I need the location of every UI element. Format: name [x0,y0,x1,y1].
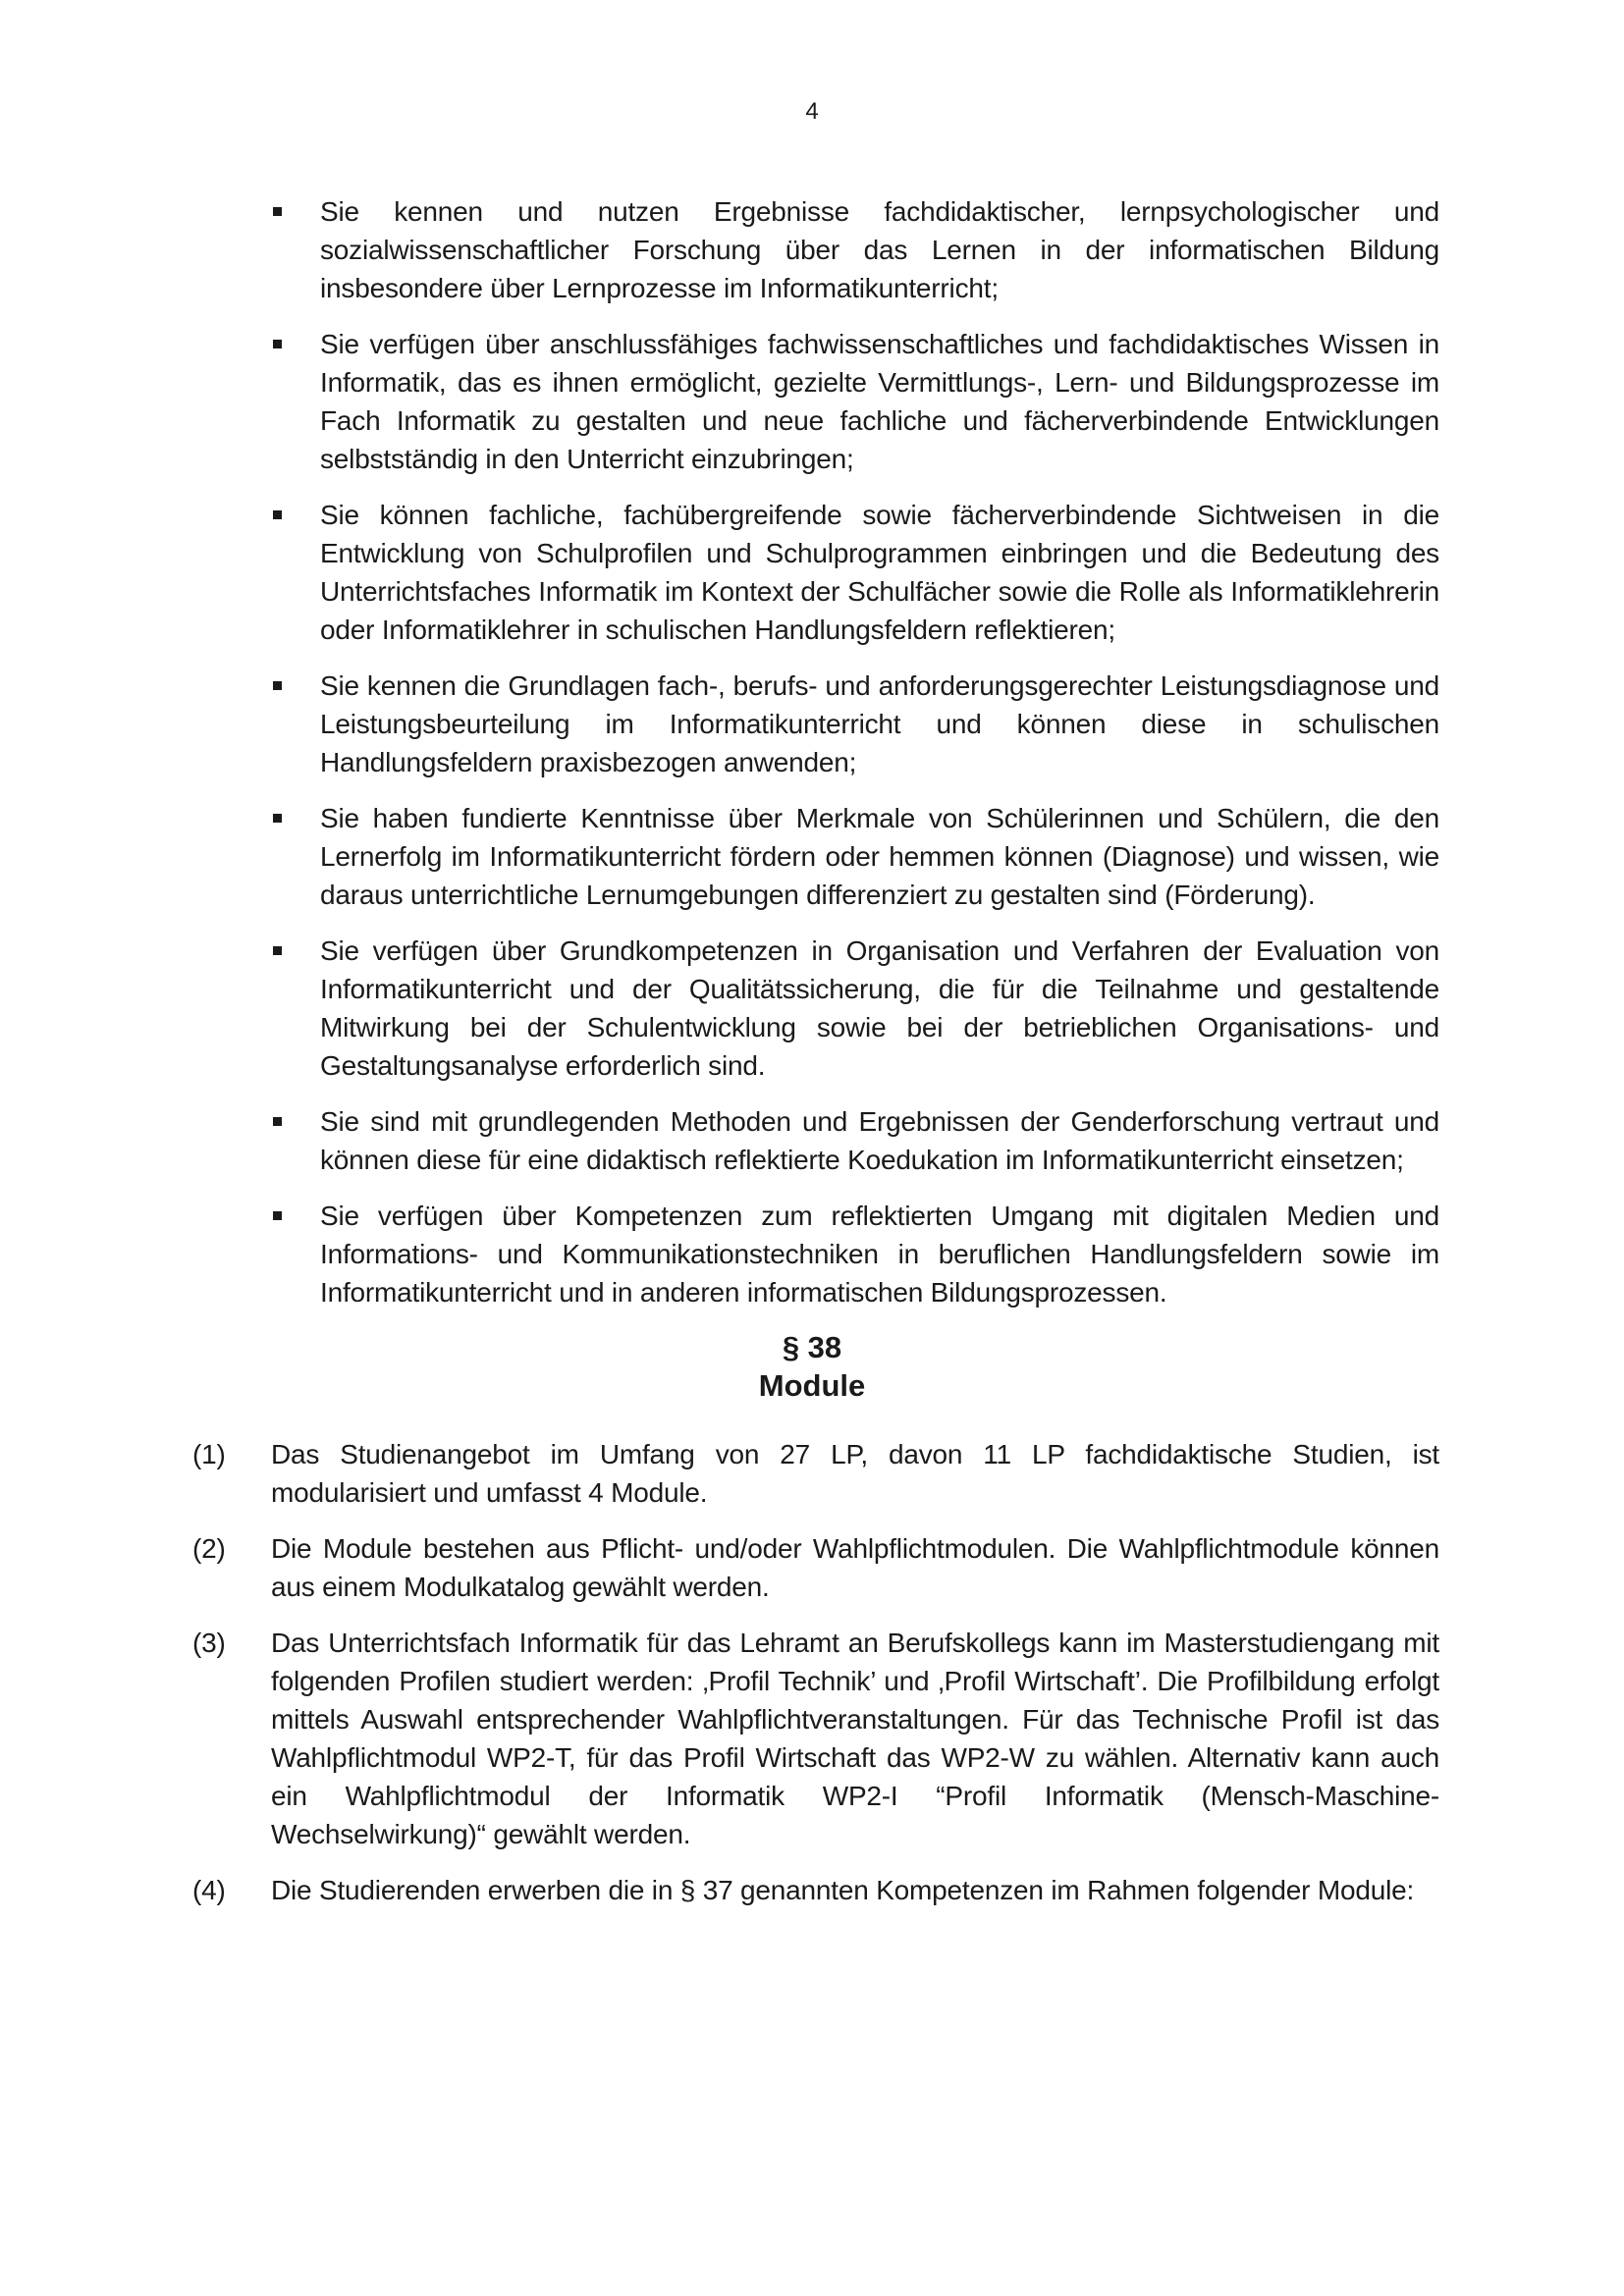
list-item-text: Sie verfügen über anschlussfähiges fachwissenschaftliches und fachdidaktisches Wissen in Informatik, das es ihnen ermöglicht, gezielte Vermittlungs-, Lern- und Bildungsprozesse im Fach Informatik zu gestalten und neue fachliche und fächerverbindende Entwicklungen selbstständig in den Unterricht einzubringen; [320,329,1439,474]
numbered-paragraph [192,1529,1439,1606]
list-item-text: Sie verfügen über Grundkompetenzen in Organisation und Verfahren der Evaluation von Informatikunterricht und der Qualitätssicherung, die für die Teilnahme und gestaltende Mitwirkung bei der Schulentwicklung sowie bei der betrieblichen Organisations- und Gestaltungsanalyse erforderlich sind. [320,935,1439,1081]
paragraph-text: Die Studierenden erwerben die in § 37 genannten Kompetenzen im Rahmen folgender Module: [271,1875,1415,1905]
square-bullet-icon [271,1197,320,1311]
paragraph-list [192,1435,1439,1927]
square-bullet-icon [271,325,320,478]
section-title: Module [758,1368,866,1403]
numbered-paragraph [192,1624,1439,1853]
square-bullet-icon [271,1102,320,1179]
square-bullet-icon [271,932,320,1085]
paragraph-number: (4) [192,1875,226,1905]
page-number: 4 [805,98,819,125]
numbered-paragraph [192,1871,1439,1909]
list-item-text: Sie sind mit grundlegenden Methoden und Ergebnissen der Genderforschung vertraut und können diese für eine didaktisch reflektierte Koedukation im Informatikunterricht einsetzen; [320,1106,1439,1175]
list-item [271,1197,1439,1311]
square-bullet-icon [271,799,320,914]
list-item [271,192,1439,307]
paragraph-number: (3) [192,1628,226,1658]
list-item [271,667,1439,781]
list-item-text: Sie kennen und nutzen Ergebnisse fachdidaktischer, lernpsychologischer und sozialwissenschaftlicher Forschung über das Lernen in der informatischen Bildung insbesondere über Lernprozesse im Informatikunterricht; [320,196,1439,303]
square-bullet-icon [271,192,320,307]
list-item [271,496,1439,649]
list-item-text: Sie verfügen über Kompetenzen zum reflektierten Umgang mit digitalen Medien und Informations- und Kommunikationstechniken in beruflichen Handlungsfeldern sowie im Informatikunterricht und in anderen informatischen Bildungsprozessen. [320,1201,1439,1308]
paragraph-number: (2) [192,1533,226,1564]
paragraph-text: Das Unterrichtsfach Informatik für das Lehramt an Berufskollegs kann im Masterstudiengang mit folgenden Profilen studiert werden: ‚Profil Technik’ und ‚Profil Wirtschaft’. Die Profilbildung erfolgt mittels Auswahl entsprechender Wahlpflichtveranstaltungen. Für das Technische Profil ist das Wahlpflichtmodul WP2-T, für das Profil Wirtschaft das WP2-W zu wählen. Alternativ kann auch ein Wahlpflichtmodul der Informatik WP2-I “Profil Informatik (Mensch-Maschine-Wechselwirkung)“ gewählt werden. [271,1628,1439,1849]
list-item [271,799,1439,914]
list-item [271,325,1439,478]
numbered-paragraph [192,1435,1439,1512]
section-heading [0,1328,1624,1405]
paragraph-number: (1) [192,1439,226,1469]
section-number: § 38 [782,1330,842,1364]
square-bullet-icon [271,667,320,781]
square-bullet-icon [271,496,320,649]
competency-list [271,192,1439,1329]
list-item [271,932,1439,1085]
paragraph-text: Das Studienangebot im Umfang von 27 LP, davon 11 LP fachdidaktische Studien, ist modularisiert und umfasst 4 Module. [271,1439,1439,1508]
list-item-text: Sie haben fundierte Kenntnisse über Merkmale von Schülerinnen und Schülern, die den Lernerfolg im Informatikunterricht fördern oder hemmen können (Diagnose) und wissen, wie daraus unterrichtliche Lernumgebungen differenziert zu gestalten sind (Förderung). [320,803,1439,910]
paragraph-text: Die Module bestehen aus Pflicht- und/oder Wahlpflichtmodulen. Die Wahlpflichtmodule können aus einem Modulkatalog gewählt werden. [271,1533,1439,1602]
list-item-text: Sie kennen die Grundlagen fach-, berufs- und anforderungsgerechter Leistungsdiagnose und Leistungsbeurteilung im Informatikunterricht und können diese in schulischen Handlungsfeldern praxisbezogen anwenden; [320,670,1439,777]
list-item [271,1102,1439,1179]
list-item-text: Sie können fachliche, fachübergreifende sowie fächerverbindende Sichtweisen in die Entwicklung von Schulprofilen und Schulprogrammen einbringen und die Bedeutung des Unterrichtsfaches Informatik im Kontext der Schulfächer sowie die Rolle als Informatiklehrerin oder Informatiklehrer in schulischen Handlungsfeldern reflektieren; [320,500,1439,645]
